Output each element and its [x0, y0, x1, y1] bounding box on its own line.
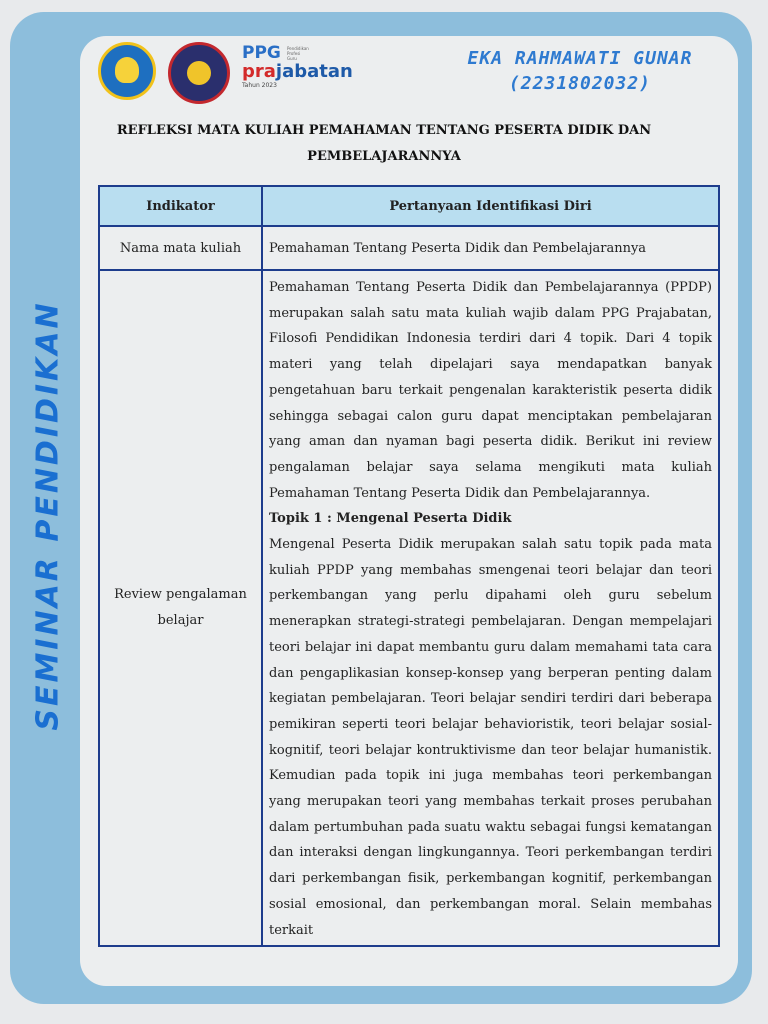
author-block — [430, 46, 730, 96]
review-paragraph-2: Mengenal Peserta Didik merupakan salah satu topik pada mata kuliah PPDP yang membahas smengenai teori belajar dan teori perkembangan yang perlu dipahami oleh guru sebelum menerapkan strategi-strategi pembelajaran. Dengan mempelajari teori belajar ini dapat membantu guru dalam memahami tata cara dan pengaplikasian konsep-konsep yang berperan penting dalam kegiatan pembelajaran. Teori belajar sendiri terdiri dari beberapa pemikiran seperti teori belajar behavioristik, teori belajar sosial-kognitif, teori belajar kontruktivisme dan teor belajar humanistik. Kemudian pada topik ini juga membahas teori perkembangan yang merupakan teori yang membahas terkait proses perubahan dalam pertumbuhan pada suatu waktu sebagai fungsi kematangan dan interaksi dengan lingkungannya. Teori perkembangan terdiri dari perkembangan fisik, perkembangan kognitif, perkembangan sosial emosional, dan perkembangan moral. Selain membahas terkait — [269, 537, 712, 938]
document-title-line1: REFLEKSI MATA KULIAH PEMAHAMAN TENTANG PESERTA DIDIK DAN — [116, 123, 652, 138]
ppg-logo-small-text: Pendidikan Profesi Guru — [287, 46, 309, 61]
row-label-course-name: Nama mata kuliah — [99, 226, 262, 270]
table-header-row — [99, 186, 719, 226]
table-row — [99, 226, 719, 270]
row-value-course-name: Pemahaman Tentang Peserta Didik dan Pembelajarannya — [262, 226, 719, 270]
author-id: (2231802032) — [508, 73, 652, 94]
ppg-logo-year: Tahun 2023 — [242, 82, 277, 89]
row-value-review — [262, 270, 719, 946]
row-label-review: Review pengalaman belajar — [99, 270, 262, 946]
document-title-line2: PEMBELAJARANNYA — [307, 149, 461, 164]
ppg-logo-top: PPG — [242, 43, 281, 63]
header-pertanyaan: Pertanyaan Identifikasi Diri — [262, 186, 719, 226]
header-indikator: Indikator — [99, 186, 262, 226]
topic-1-heading: Topik 1 : Mengenal Peserta Didik — [269, 511, 512, 527]
review-paragraph-1: Pemahaman Tentang Peserta Didik dan Pembelajarannya (PPDP) merupakan salah satu mata kuliah wajib dalam PPG Prajabatan, Filosofi Pendidikan Indonesia terdiri dari 4 topik. Dari 4 topik materi yang telah dipelajari saya mendapatkan banyak pengetahuan baru terkait pengenalan karakteristik peserta didik sehingga sebagai calon guru dapat menciptakan pembelajaran yang aman dan nyaman bagi peserta didik. Berikut ini review pengalaman belajar saya selama mengikuti mata kuliah Pemahaman Tentang Peserta Didik dan Pembelajarannya. — [269, 280, 712, 501]
author-name: EKA RAHMAWATI GUNAR — [467, 48, 693, 69]
reflection-table — [98, 185, 720, 947]
document-title — [100, 118, 668, 170]
muhammadiyah-university-logo-icon — [168, 42, 230, 104]
side-label: SEMINAR PENDIDIKAN — [30, 299, 66, 731]
ppg-prajabatan-logo — [242, 44, 352, 94]
table-row — [99, 270, 719, 946]
kemendikbud-logo-icon — [98, 42, 156, 100]
ppg-logo-main: prajabatan — [242, 61, 353, 82]
